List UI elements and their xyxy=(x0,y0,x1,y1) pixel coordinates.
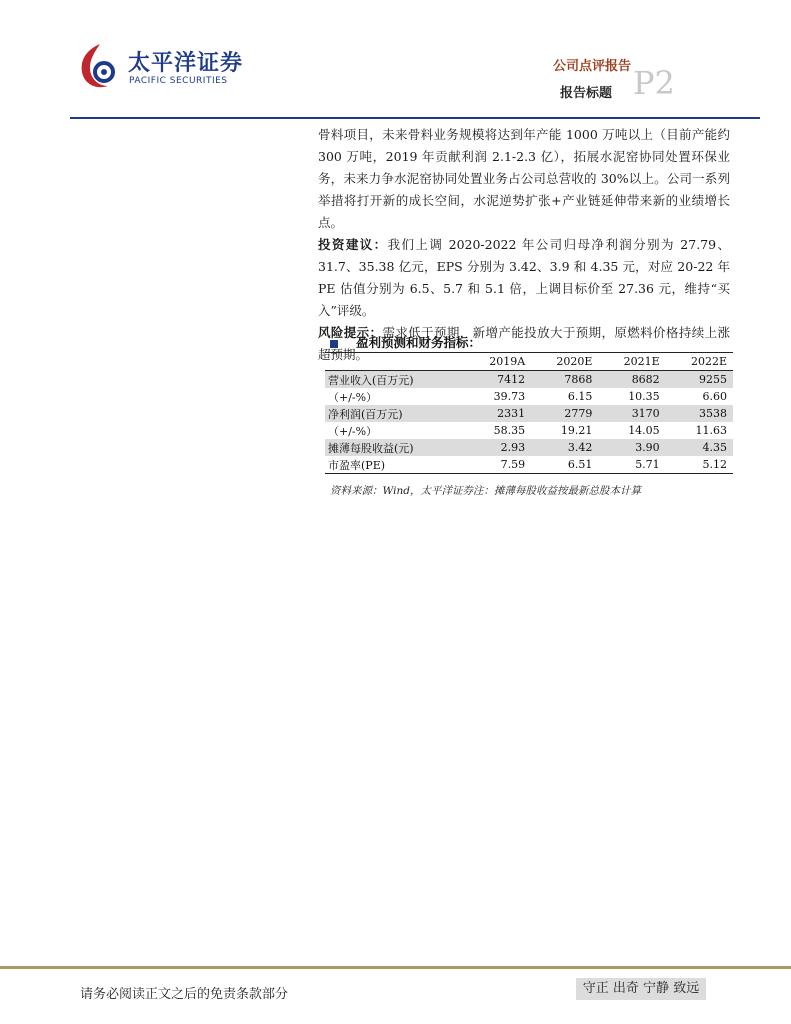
footer-motto: 守正 出奇 宁静 致远 xyxy=(576,978,706,1000)
table-cell: 6.60 xyxy=(702,390,727,403)
table-cell: 3.90 xyxy=(598,439,665,456)
body-paragraph: 骨料项目，未来骨料业务规模将达到年产能 1000 万吨以上（目前产能约 300 万吨，2019 年贡献利润 2.1-2.3 亿），拓展水泥窑协同处置环保业务，未来力争水泥窑协同处置业务占公司总营收的 30%以上。公司一系列举措将打开新的成长空间，水泥逆势扩张+产业链延伸带来新的业绩增长点。 xyxy=(318,127,730,230)
table-cell: 6.15 xyxy=(567,390,593,403)
report-body xyxy=(318,124,730,366)
table-cell: 2331 xyxy=(464,405,531,422)
investment-label: 投资建议： xyxy=(318,237,388,252)
row-label: （+/-%） xyxy=(328,390,378,404)
table-cell: 39.73 xyxy=(493,390,526,403)
table-cell: 9255 xyxy=(666,371,733,389)
square-bullet-icon xyxy=(330,340,338,348)
table-cell: 4.35 xyxy=(666,439,733,456)
table-cell: 2.93 xyxy=(464,439,531,456)
row-label: 净利润(百万元) xyxy=(325,405,464,422)
table-cell: 7412 xyxy=(464,371,531,389)
table-cell: 6.51 xyxy=(531,456,598,474)
table-row xyxy=(325,439,733,456)
table-cell: 2779 xyxy=(531,405,598,422)
header-cell: 2019A xyxy=(464,353,531,371)
table-cell: 7868 xyxy=(531,371,598,389)
footer-divider xyxy=(0,966,791,969)
logo-emblem-icon xyxy=(78,42,122,90)
header-divider xyxy=(70,117,760,119)
header-cell: 2021E xyxy=(598,353,665,371)
table-cell: 3538 xyxy=(666,405,733,422)
logo-company-cn: 太平洋证券 xyxy=(128,51,244,76)
table-cell: 5.12 xyxy=(666,456,733,474)
table-cell: 5.71 xyxy=(598,456,665,474)
table-cell: 3170 xyxy=(598,405,665,422)
report-type: 公司点评报告 xyxy=(552,59,631,74)
table-cell: 14.05 xyxy=(628,424,660,437)
table-source-note: 资料来源：Wind，太平洋证券注：摊薄每股收益按最新总股本计算 xyxy=(330,485,641,497)
row-label: 营业收入(百万元) xyxy=(325,371,464,389)
risk-text: 需求低于预期，新增产能投放大于预期，原燃料价格持续上涨超预期。 xyxy=(318,325,730,362)
table-title xyxy=(330,333,481,351)
investment-advice xyxy=(318,234,730,322)
table-cell: 58.35 xyxy=(493,424,526,437)
footer-disclaimer: 请务必阅读正文之后的免责条款部分 xyxy=(80,987,289,1002)
investment-text: 我们上调 2020-2022 年公司归母净利润分别为 27.79、31.7、35.38 亿元，EPS 分别为 3.42、3.9 和 4.35 元，对应 20-22 年 PE 估值分别为 6.5、5.7 和 5.1 倍，上调目标价至 27.36 元，维持“买入”评级。 xyxy=(318,237,730,318)
page-number: P2 xyxy=(633,64,675,102)
table-cell: 7.59 xyxy=(464,456,531,474)
table-cell: 3.42 xyxy=(531,439,598,456)
company-logo xyxy=(78,42,244,92)
table-row xyxy=(325,405,733,422)
header-cell: 2020E xyxy=(531,353,598,371)
table-cell: 11.63 xyxy=(695,424,727,437)
table-cell: 8682 xyxy=(598,371,665,389)
table-header-row xyxy=(325,353,733,371)
table-row xyxy=(325,456,733,474)
table-row xyxy=(325,388,733,405)
report-title: 报告标题 xyxy=(560,86,613,101)
row-label: （+/-%） xyxy=(328,424,378,438)
table-cell: 10.35 xyxy=(628,390,660,403)
row-label: 市盈率(PE) xyxy=(325,456,464,474)
risk-label: 风险提示： xyxy=(318,325,383,340)
table-title-text: 盈利预测和财务指标： xyxy=(356,335,482,350)
row-label: 摊薄每股收益(元) xyxy=(325,439,464,456)
header-cell xyxy=(325,353,464,371)
financial-forecast-table xyxy=(325,352,733,474)
table-row xyxy=(325,371,733,389)
logo-company-en: PACIFIC SECURITIES xyxy=(129,76,228,86)
table-cell: 19.21 xyxy=(560,424,593,437)
table-row xyxy=(325,422,733,439)
header-cell: 2022E xyxy=(666,353,733,371)
